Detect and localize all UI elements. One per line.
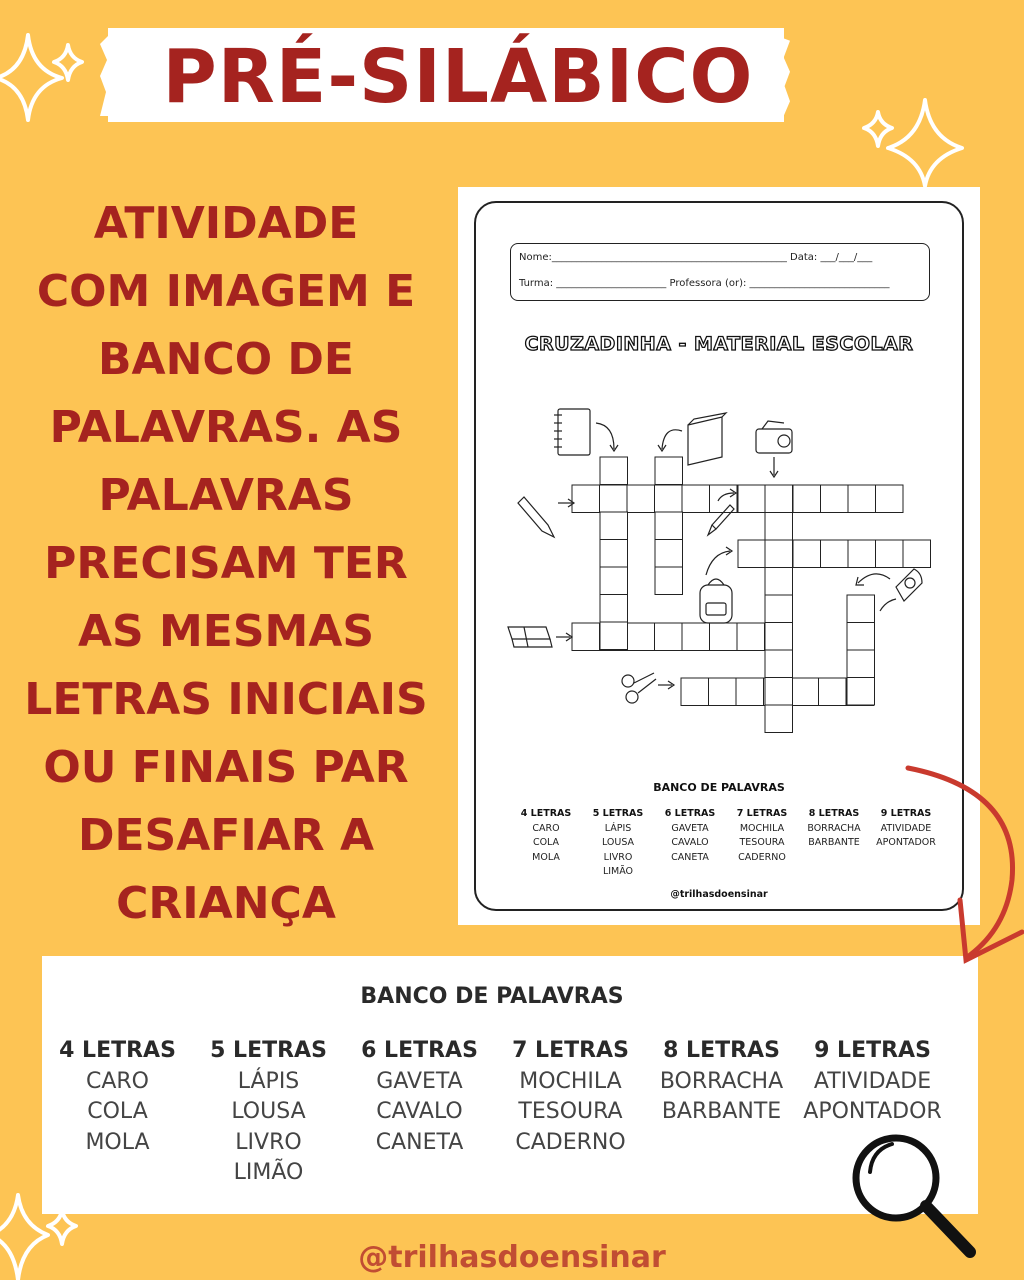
crossword-cell [655, 567, 683, 595]
worksheet-bank-title: BANCO DE PALAVRAS [653, 781, 785, 794]
worksheet-word-columns [510, 807, 942, 880]
crossword-cell [600, 595, 628, 623]
word: BORRACHA [807, 822, 861, 834]
crossword-cell [627, 623, 655, 651]
column-header: 5 LETRAS [210, 1038, 327, 1063]
crossword-cell [847, 595, 875, 623]
worksheet-frame [474, 201, 964, 911]
crossword-cell [737, 623, 765, 651]
description-line: PRECISAM TER [44, 538, 408, 589]
word-bank-title: BANCO DE PALAVRAS [360, 984, 624, 1009]
word: TESOURA [739, 837, 785, 848]
column-header: 7 LETRAS [736, 808, 788, 819]
crossword-cell [710, 623, 738, 651]
word: GAVETA [376, 1068, 463, 1094]
crossword-cell [572, 485, 600, 513]
sparkle-icon [864, 112, 892, 146]
crossword-cell [765, 485, 793, 513]
word: APONTADOR [803, 1099, 942, 1124]
worksheet-handle: @trilhasdoensinar [670, 889, 768, 900]
sparkle-icon [888, 100, 962, 186]
crossword-cell [765, 650, 793, 678]
crossword-cell [655, 512, 683, 540]
crossword-cell [876, 540, 904, 568]
crossword-cell [627, 485, 655, 513]
column-header: 4 LETRAS [520, 808, 572, 819]
crossword-cell [655, 623, 683, 651]
column-header: 5 LETRAS [592, 808, 644, 819]
worksheet-column [870, 807, 942, 880]
word: CANETA [671, 851, 709, 863]
crossword-cell [793, 540, 821, 568]
crossword-grid [476, 203, 962, 783]
description-line: OU FINAIS PAR [43, 742, 409, 793]
word-bank-column [193, 1036, 344, 1189]
column-header: 8 LETRAS [808, 808, 860, 819]
crossword-cell [765, 513, 793, 541]
word: LOUSA [601, 837, 635, 848]
crossword-cell [600, 512, 628, 540]
crossword-cell [600, 457, 628, 485]
word: ATIVIDADE [813, 1068, 932, 1094]
column-header: 6 LETRAS [664, 808, 716, 819]
word: COLA [87, 1099, 148, 1124]
word: CARO [532, 822, 560, 834]
sparkle-icon [0, 35, 62, 120]
word-bank-zoom [42, 956, 978, 1214]
word: APONTADOR [876, 837, 936, 848]
page-title: PRÉ-SILÁBICO [162, 34, 754, 120]
worksheet-title: CRUZADINHA - MATERIAL ESCOLAR [524, 333, 914, 355]
eraser-icon [508, 627, 552, 647]
crossword-cell [765, 705, 793, 733]
crossword-cell [791, 678, 819, 706]
word: LOUSA [231, 1099, 306, 1124]
word: TESOURA [518, 1099, 623, 1124]
word-bank-column [344, 1036, 495, 1189]
word: LÁPIS [604, 822, 632, 834]
description-line: PALAVRAS [98, 470, 354, 521]
crossword-cell [876, 485, 904, 513]
column-header: 9 LETRAS [880, 808, 932, 819]
description-line: BANCO DE [97, 334, 354, 385]
word: LIMÃO [602, 866, 634, 877]
crossword-cell [765, 595, 793, 623]
column-header: 6 LETRAS [361, 1038, 478, 1063]
crossword-cell [655, 457, 683, 485]
column-header: 9 LETRAS [814, 1038, 931, 1063]
word-bank-column [495, 1036, 646, 1189]
worksheet-column [582, 807, 654, 880]
description-line: PALAVRAS. AS [49, 402, 403, 453]
crossword-cell [655, 485, 683, 513]
crossword-cell [765, 678, 793, 706]
crossword-cell [572, 623, 600, 651]
name-date-row: Nome:_______________________________________________ Data: ___/___/___ [519, 252, 873, 263]
column-header: 4 LETRAS [59, 1038, 176, 1063]
word: BARBANTE [661, 1099, 782, 1124]
sparkle-icon [48, 1210, 76, 1244]
word: CAVALO [376, 1099, 463, 1124]
word: MOLA [532, 851, 560, 863]
crossword-cell [819, 678, 847, 706]
word: LIMÃO [233, 1160, 304, 1185]
word: CAVALO [671, 837, 709, 848]
word: CADERNO [738, 851, 786, 863]
word-bank-column [42, 1036, 193, 1189]
worksheet-column [510, 807, 582, 880]
crossword-cell [765, 540, 793, 568]
word: MOLA [85, 1129, 150, 1155]
description-line: DESAFIAR A [77, 810, 375, 861]
worksheet-column [654, 807, 726, 880]
word: BORRACHA [659, 1068, 784, 1094]
crossword-cell [848, 540, 876, 568]
crossword-cell [682, 623, 710, 651]
crossword-cell [681, 678, 709, 706]
word: COLA [532, 837, 560, 848]
worksheet-preview [458, 187, 980, 925]
crossword-cell [709, 678, 737, 706]
description-line: AS MESMAS [77, 606, 375, 657]
crossword-cell [600, 567, 628, 595]
crossword-cell [600, 622, 628, 650]
crossword-cell [738, 540, 766, 568]
crossword-cell [847, 678, 875, 706]
scissors-icon [622, 673, 656, 703]
word: MOCHILA [519, 1068, 622, 1094]
word-bank-column [797, 1036, 948, 1189]
activity-description [24, 190, 428, 938]
crossword-cell [600, 540, 628, 568]
crossword-cell [821, 485, 849, 513]
description-line: ATIVIDADE [93, 198, 359, 249]
description-line: LETRAS INICIAIS [24, 674, 428, 725]
pencil-icon [518, 497, 554, 537]
word: LÁPIS [237, 1068, 300, 1094]
crossword-cell [655, 540, 683, 568]
crossword-cell [765, 568, 793, 596]
word-bank-column [646, 1036, 797, 1189]
word: ATIVIDADE [880, 822, 932, 834]
sparkle-icon [54, 45, 82, 80]
word: CADERNO [515, 1129, 626, 1155]
word: GAVETA [671, 822, 709, 834]
column-header: 7 LETRAS [512, 1038, 629, 1063]
crossword-cell [903, 540, 931, 568]
crossword-cell [765, 623, 793, 651]
crossword-cell [600, 485, 628, 513]
notebook-icon [554, 409, 590, 455]
crossword-cell [682, 485, 710, 513]
crossword-cell [847, 650, 875, 678]
crossword-cell [793, 485, 821, 513]
word: MOCHILA [739, 822, 785, 834]
word: LIVRO [603, 851, 633, 863]
crossword-cell [821, 540, 849, 568]
crossword-cell [848, 485, 876, 513]
glue-icon [880, 569, 922, 611]
description-line: COM IMAGEM E [36, 266, 416, 317]
word: LIVRO [235, 1129, 302, 1155]
sharpener-icon [756, 421, 792, 453]
column-header: 8 LETRAS [663, 1038, 780, 1063]
backpack-icon [700, 579, 732, 623]
crossword-cell [736, 678, 764, 706]
worksheet-column [798, 807, 870, 880]
word: CARO [85, 1068, 149, 1094]
word: BARBANTE [808, 837, 860, 848]
class-teacher-row: Turma: ______________________ Professora (or): ____________________________ [519, 278, 890, 289]
description-line: CRIANÇA [116, 878, 336, 929]
worksheet-column [726, 807, 798, 880]
word-bank-columns [42, 1036, 948, 1189]
crossword-cell [738, 485, 766, 513]
book-icon [688, 413, 726, 465]
crossword-cell [847, 623, 875, 651]
footer-handle: @trilhasdoensinar [358, 1240, 666, 1275]
word: CANETA [375, 1129, 464, 1155]
